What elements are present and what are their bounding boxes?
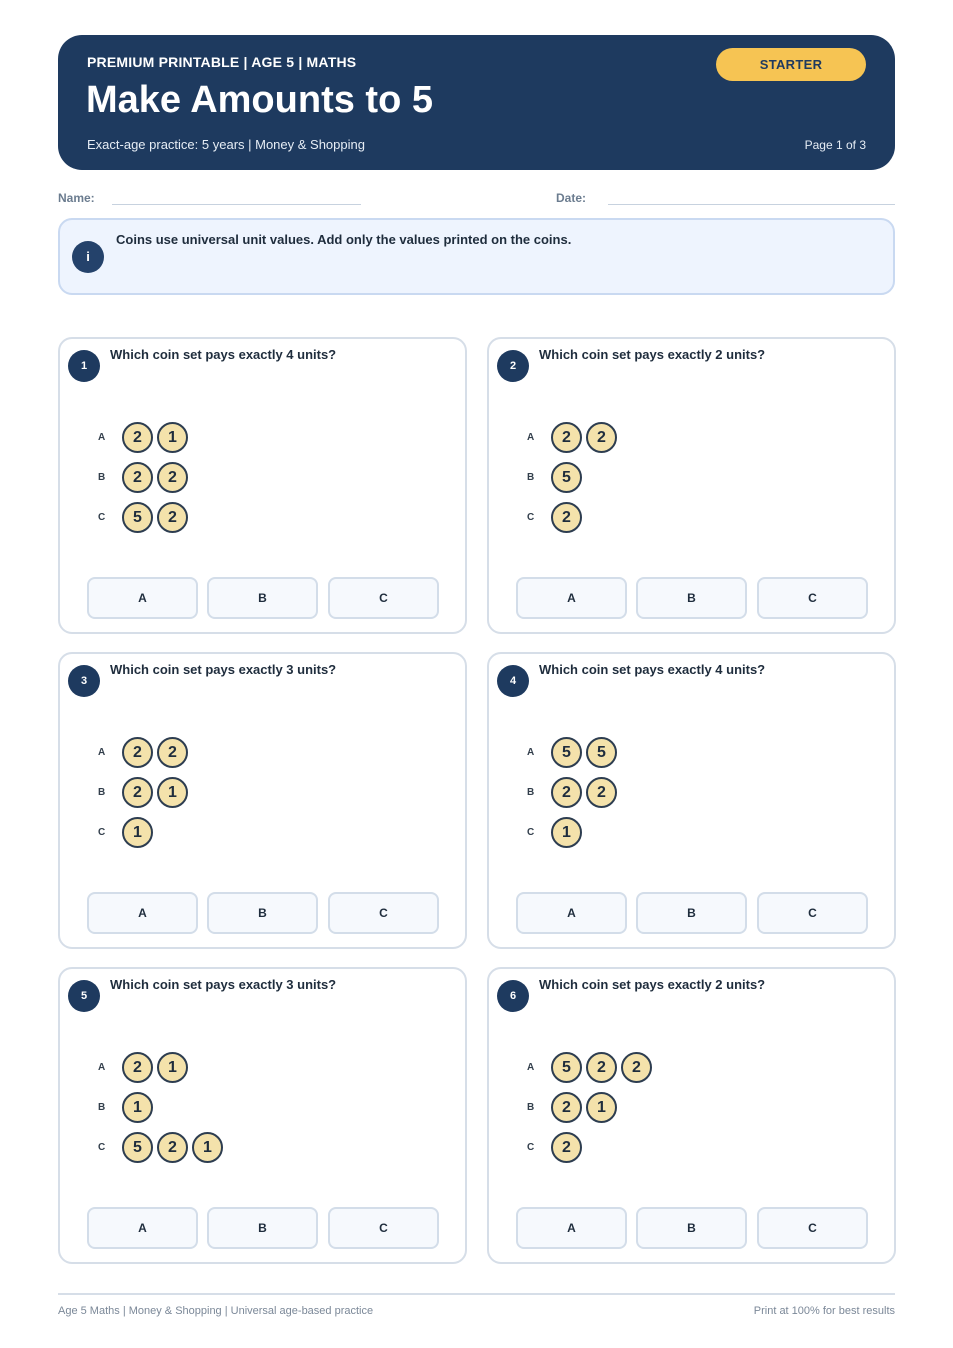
info-text: Coins use universal unit values. Add only the values printed on the coins. xyxy=(116,232,572,247)
coin-icon: 2 xyxy=(122,737,153,768)
coin-icon: 1 xyxy=(122,1092,153,1123)
option-row-b xyxy=(98,1090,157,1124)
coin-icon: 2 xyxy=(551,777,582,808)
name-label: Name: xyxy=(58,191,95,205)
option-row-a xyxy=(527,1050,656,1084)
option-letter: C xyxy=(527,1141,535,1153)
question-card-3 xyxy=(58,652,467,949)
coin-icon: 2 xyxy=(122,1052,153,1083)
question-text: Which coin set pays exactly 2 units? xyxy=(539,977,766,992)
coin-icon: 5 xyxy=(122,1132,153,1163)
option-row-b xyxy=(527,775,621,809)
option-row-a xyxy=(98,420,192,454)
coin-icon: 1 xyxy=(157,1052,188,1083)
question-number: 6 xyxy=(497,980,529,1012)
coin-icon: 2 xyxy=(586,422,617,453)
coin-icon: 2 xyxy=(551,502,582,533)
coin-icon: 1 xyxy=(122,817,153,848)
option-row-a xyxy=(98,735,192,769)
answer-button-c[interactable]: C xyxy=(328,1207,439,1249)
coin-icon: 2 xyxy=(122,462,153,493)
option-letter: B xyxy=(527,786,535,798)
option-row-c xyxy=(98,815,157,849)
coin-icon: 2 xyxy=(551,1092,582,1123)
coin-icon: 5 xyxy=(551,737,582,768)
question-card-5 xyxy=(58,967,467,1264)
answer-button-a[interactable]: A xyxy=(516,577,627,619)
coin-icon: 1 xyxy=(586,1092,617,1123)
header-subtitle: Exact-age practice: 5 years | Money & Shopping xyxy=(87,137,365,152)
question-text: Which coin set pays exactly 4 units? xyxy=(539,662,766,677)
question-number: 4 xyxy=(497,665,529,697)
question-text: Which coin set pays exactly 2 units? xyxy=(539,347,766,362)
answer-button-b[interactable]: B xyxy=(207,577,318,619)
answer-button-b[interactable]: B xyxy=(207,1207,318,1249)
option-letter: C xyxy=(98,826,106,838)
option-letter: A xyxy=(98,746,106,758)
option-row-c xyxy=(98,500,192,534)
option-row-c xyxy=(527,500,586,534)
question-card-2 xyxy=(487,337,896,634)
date-field[interactable] xyxy=(608,204,895,205)
coin-icon: 5 xyxy=(551,1052,582,1083)
question-number: 3 xyxy=(68,665,100,697)
coin-icon: 2 xyxy=(122,777,153,808)
answer-button-a[interactable]: A xyxy=(87,892,198,934)
option-letter: B xyxy=(527,471,535,483)
footer-left-text: Age 5 Maths | Money & Shopping | Universal age-based practice xyxy=(58,1305,374,1317)
coin-icon: 2 xyxy=(157,737,188,768)
option-letter: C xyxy=(98,511,106,523)
answer-button-c[interactable]: C xyxy=(757,892,868,934)
coin-icon: 5 xyxy=(122,502,153,533)
coin-icon: 2 xyxy=(551,422,582,453)
question-card-6 xyxy=(487,967,896,1264)
answer-button-a[interactable]: A xyxy=(516,892,627,934)
option-row-a xyxy=(527,735,621,769)
answer-button-b[interactable]: B xyxy=(207,892,318,934)
option-letter: A xyxy=(98,1061,106,1073)
answer-button-a[interactable]: A xyxy=(87,1207,198,1249)
option-letter: A xyxy=(527,746,535,758)
coin-icon: 2 xyxy=(157,462,188,493)
footer-right-text: Print at 100% for best results xyxy=(753,1305,895,1317)
question-card-4 xyxy=(487,652,896,949)
question-number: 5 xyxy=(68,980,100,1012)
coin-icon: 5 xyxy=(551,462,582,493)
option-letter: C xyxy=(527,826,535,838)
coin-icon: 2 xyxy=(586,777,617,808)
footer-divider xyxy=(58,1293,895,1295)
option-row-c xyxy=(527,1130,586,1164)
answer-button-c[interactable]: C xyxy=(328,892,439,934)
answer-button-c[interactable]: C xyxy=(328,577,439,619)
coin-icon: 1 xyxy=(192,1132,223,1163)
option-row-c xyxy=(527,815,586,849)
coin-icon: 1 xyxy=(551,817,582,848)
option-letter: A xyxy=(527,1061,535,1073)
question-card-1 xyxy=(58,337,467,634)
worksheet-header xyxy=(58,35,895,170)
option-letter: C xyxy=(98,1141,106,1153)
option-row-b xyxy=(527,460,586,494)
option-row-b xyxy=(98,775,192,809)
page-title: Make Amounts to 5 xyxy=(86,79,433,121)
option-row-c xyxy=(98,1130,227,1164)
coin-icon: 1 xyxy=(157,777,188,808)
question-number: 2 xyxy=(497,350,529,382)
option-letter: B xyxy=(98,786,106,798)
answer-button-c[interactable]: C xyxy=(757,577,868,619)
question-number: 1 xyxy=(68,350,100,382)
option-letter: A xyxy=(98,431,106,443)
info-icon: i xyxy=(72,241,104,273)
name-field[interactable] xyxy=(112,204,361,205)
option-letter: A xyxy=(527,431,535,443)
coin-icon: 2 xyxy=(586,1052,617,1083)
question-text: Which coin set pays exactly 4 units? xyxy=(110,347,337,362)
coin-icon: 5 xyxy=(586,737,617,768)
coin-icon: 2 xyxy=(551,1132,582,1163)
option-letter: B xyxy=(98,471,106,483)
option-row-a xyxy=(527,420,621,454)
coin-icon: 2 xyxy=(122,422,153,453)
coin-icon: 2 xyxy=(157,502,188,533)
question-text: Which coin set pays exactly 3 units? xyxy=(110,977,337,992)
coin-icon: 2 xyxy=(621,1052,652,1083)
coin-icon: 2 xyxy=(157,1132,188,1163)
answer-button-c[interactable]: C xyxy=(757,1207,868,1249)
answer-button-b[interactable]: B xyxy=(636,1207,747,1249)
coin-icon: 1 xyxy=(157,422,188,453)
option-row-a xyxy=(98,1050,192,1084)
answer-button-b[interactable]: B xyxy=(636,577,747,619)
option-letter: B xyxy=(527,1101,535,1113)
level-badge: STARTER xyxy=(716,48,866,81)
date-label: Date: xyxy=(556,191,587,205)
answer-button-a[interactable]: A xyxy=(87,577,198,619)
question-text: Which coin set pays exactly 3 units? xyxy=(110,662,337,677)
option-letter: C xyxy=(527,511,535,523)
info-note xyxy=(58,218,895,295)
page-indicator: Page 1 of 3 xyxy=(804,138,866,152)
option-row-b xyxy=(98,460,192,494)
answer-button-a[interactable]: A xyxy=(516,1207,627,1249)
header-kicker: PREMIUM PRINTABLE | AGE 5 | MATHS xyxy=(87,54,357,70)
option-row-b xyxy=(527,1090,621,1124)
option-letter: B xyxy=(98,1101,106,1113)
answer-button-b[interactable]: B xyxy=(636,892,747,934)
